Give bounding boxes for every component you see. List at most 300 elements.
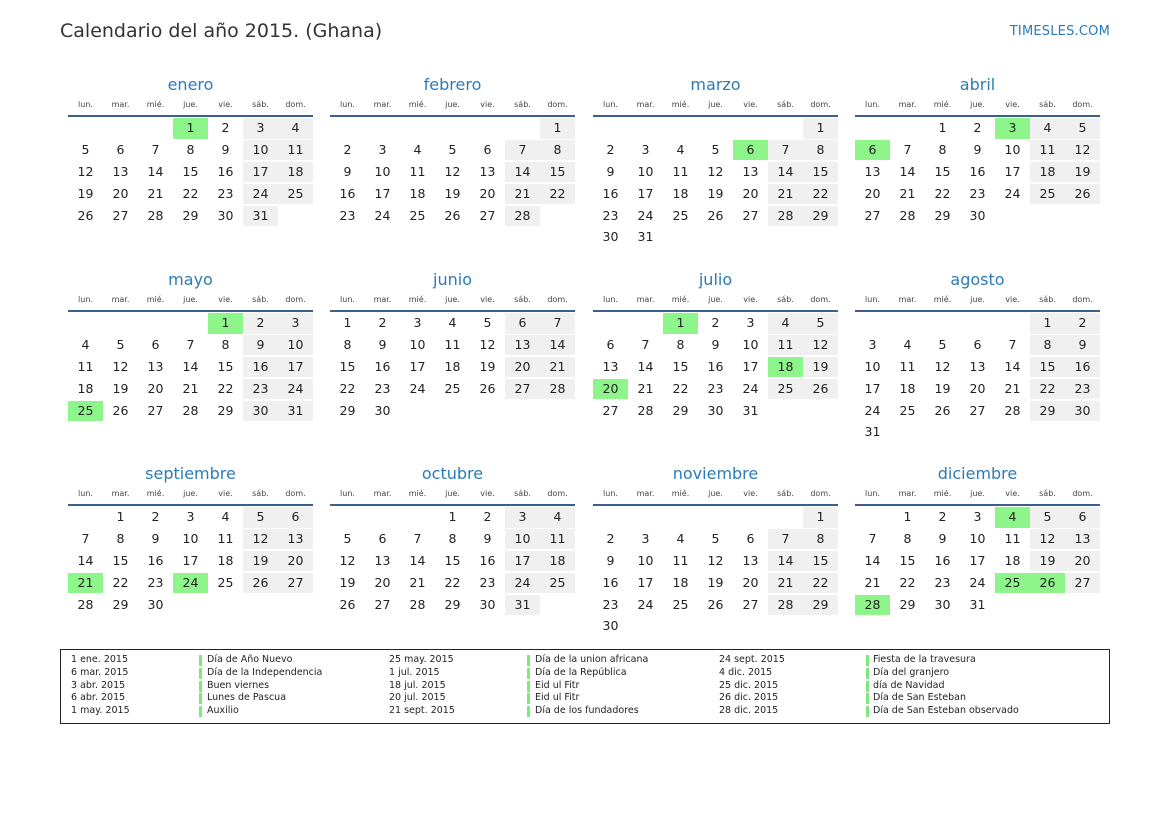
day-cell: 28 xyxy=(637,402,654,418)
day-grid xyxy=(855,313,1100,444)
empty-day-cell xyxy=(470,118,505,139)
holiday-name: Auxilio xyxy=(207,705,239,717)
day-cell: 24 xyxy=(637,207,654,223)
day-cell: 4 xyxy=(903,336,912,352)
day-cell: 7 xyxy=(641,336,650,352)
day-cell: 21 xyxy=(637,380,654,396)
empty-day-cell xyxy=(173,313,208,334)
day-cell: 2 xyxy=(606,141,615,157)
month-name: mayo xyxy=(168,270,213,289)
header-rule xyxy=(855,310,1100,312)
weekday-header xyxy=(330,292,575,308)
day-cell: 17 xyxy=(243,162,278,183)
holiday-marker xyxy=(527,668,530,679)
empty-day-cell xyxy=(628,118,663,139)
day-cell: 19 xyxy=(707,185,724,201)
day-cell: 24 xyxy=(409,380,426,396)
day-cell: 22 xyxy=(112,574,129,590)
empty-day-cell xyxy=(68,118,103,139)
day-cell: 16 xyxy=(479,552,496,568)
day-cell: 4 xyxy=(540,507,575,528)
holiday-name: Lunes de Pascua xyxy=(207,692,287,704)
weekday-label: mar. xyxy=(898,489,917,498)
day-cell: 16 xyxy=(339,185,356,201)
day-cell: 2 xyxy=(221,120,230,135)
day-cell: 17 xyxy=(742,358,759,374)
day-cell: 31 xyxy=(969,596,986,612)
day-cell: 10 xyxy=(742,336,759,352)
day-cell: 25 xyxy=(768,379,803,400)
day-cell: 27 xyxy=(479,207,496,223)
day-cell: 22 xyxy=(1030,379,1065,400)
empty-day-cell xyxy=(995,313,1030,334)
weekday-label: dom. xyxy=(547,489,568,498)
day-cell: 16 xyxy=(374,358,391,374)
holiday-name: Eid ul Fitr xyxy=(535,679,580,691)
day-cell: 9 xyxy=(606,552,615,568)
day-cell: 17 xyxy=(864,380,881,396)
holiday-day-cell: 20 xyxy=(593,379,628,400)
holiday-name: Eid ul Fitr xyxy=(535,692,580,704)
holiday-name: Día de la Independencia xyxy=(207,666,323,678)
weekday-label: sáb. xyxy=(514,100,531,109)
day-cell: 12 xyxy=(1030,529,1065,550)
month-septiembre xyxy=(68,463,313,616)
holiday-name: Día de Año Nuevo xyxy=(207,654,293,665)
day-cell: 27 xyxy=(147,402,164,418)
holiday-name: Día de San Esteban observado xyxy=(873,705,1019,717)
day-cell: 27 xyxy=(1065,573,1100,594)
weekday-label: dom. xyxy=(547,100,568,109)
day-cell: 22 xyxy=(803,573,838,594)
weekday-label: lun. xyxy=(865,295,880,304)
weekday-label: mié. xyxy=(146,295,165,304)
day-cell: 7 xyxy=(505,140,540,161)
day-cell: 19 xyxy=(803,357,838,378)
empty-day-cell xyxy=(365,118,400,139)
day-cell: 25 xyxy=(672,207,689,223)
holiday-date: 1 jul. 2015 xyxy=(389,666,440,678)
day-cell: 28 xyxy=(147,207,164,223)
day-cell: 7 xyxy=(768,529,803,550)
weekday-label: jue. xyxy=(183,295,198,304)
weekday-label: vie. xyxy=(743,295,758,304)
day-grid xyxy=(330,118,575,227)
day-cell: 27 xyxy=(112,207,129,223)
day-cell: 26 xyxy=(1065,184,1100,205)
weekday-label: mié. xyxy=(146,489,165,498)
empty-day-cell xyxy=(733,118,768,139)
month-name: octubre xyxy=(421,464,484,483)
day-cell: 31 xyxy=(243,206,278,227)
weekday-label: vie. xyxy=(480,295,495,304)
day-cell: 1 xyxy=(938,120,947,135)
weekday-label: dom. xyxy=(285,295,306,304)
day-cell: 30 xyxy=(147,596,164,612)
day-cell: 16 xyxy=(969,163,986,179)
day-cell: 2 xyxy=(151,509,160,524)
day-cell: 4 xyxy=(768,313,803,334)
day-cell: 4 xyxy=(676,530,685,546)
day-cell: 17 xyxy=(637,574,654,590)
holiday-day-cell: 28 xyxy=(855,595,890,616)
holiday-marker xyxy=(199,706,202,717)
day-cell: 1 xyxy=(803,118,838,139)
day-cell: 21 xyxy=(768,184,803,205)
day-cell: 17 xyxy=(637,185,654,201)
day-cell: 20 xyxy=(278,551,313,572)
legend-column xyxy=(389,654,769,718)
day-cell: 7 xyxy=(81,530,90,546)
day-cell: 13 xyxy=(278,529,313,550)
day-cell: 31 xyxy=(864,424,881,440)
empty-day-cell xyxy=(855,118,890,139)
weekday-label: vie. xyxy=(1005,295,1020,304)
day-cell: 4 xyxy=(1030,118,1065,139)
day-cell: 10 xyxy=(637,552,654,568)
weekday-label: sáb. xyxy=(1039,295,1056,304)
day-cell: 27 xyxy=(864,207,881,223)
weekday-label: dom. xyxy=(1072,489,1093,498)
day-cell: 27 xyxy=(505,379,540,400)
day-cell: 23 xyxy=(479,574,496,590)
day-cell: 25 xyxy=(278,184,313,205)
day-cell: 3 xyxy=(641,141,650,157)
weekday-label: jue. xyxy=(183,100,198,109)
weekday-header xyxy=(593,486,838,502)
holiday-date: 24 sept. 2015 xyxy=(719,654,785,665)
holiday-day-cell: 1 xyxy=(663,313,698,334)
day-cell: 11 xyxy=(278,140,313,161)
weekday-label: mié. xyxy=(671,100,690,109)
holiday-legend xyxy=(60,649,1110,724)
weekday-label: sáb. xyxy=(777,295,794,304)
weekday-label: mar. xyxy=(636,295,655,304)
weekday-label: mié. xyxy=(408,489,427,498)
holiday-date: 4 dic. 2015 xyxy=(719,666,773,678)
day-cell: 29 xyxy=(803,206,838,227)
day-cell: 10 xyxy=(1004,141,1021,157)
holiday-day-cell: 1 xyxy=(208,313,243,334)
day-cell: 8 xyxy=(803,529,838,550)
day-cell: 3 xyxy=(641,530,650,546)
day-cell: 27 xyxy=(278,573,313,594)
day-cell: 12 xyxy=(444,163,461,179)
day-cell: 23 xyxy=(602,596,619,612)
day-cell: 4 xyxy=(221,509,230,524)
weekday-label: lun. xyxy=(603,489,618,498)
month-name: marzo xyxy=(690,75,741,94)
day-cell: 25 xyxy=(899,402,916,418)
empty-day-cell xyxy=(960,313,995,334)
day-cell: 4 xyxy=(278,118,313,139)
legend-row xyxy=(389,705,769,718)
day-cell: 5 xyxy=(938,336,947,352)
holiday-name: día de Navidad xyxy=(873,679,945,691)
day-cell: 26 xyxy=(803,379,838,400)
day-cell: 5 xyxy=(116,336,125,352)
day-cell: 18 xyxy=(899,380,916,396)
weekday-label: mar. xyxy=(898,295,917,304)
empty-day-cell xyxy=(330,118,365,139)
legend-row xyxy=(389,667,769,680)
day-cell: 29 xyxy=(672,402,689,418)
weekday-label: vie. xyxy=(218,100,233,109)
day-cell: 11 xyxy=(77,358,94,374)
day-cell: 9 xyxy=(221,141,230,157)
month-name: agosto xyxy=(950,270,1005,289)
empty-day-cell xyxy=(628,313,663,334)
day-cell: 6 xyxy=(483,141,492,157)
empty-day-cell xyxy=(628,507,663,528)
day-cell: 19 xyxy=(1065,162,1100,183)
header-rule xyxy=(68,310,313,312)
day-cell: 9 xyxy=(378,336,387,352)
day-cell: 18 xyxy=(672,185,689,201)
day-cell: 14 xyxy=(77,552,94,568)
day-cell: 19 xyxy=(1030,551,1065,572)
weekday-header xyxy=(68,292,313,308)
month-mayo xyxy=(68,269,313,422)
day-cell: 5 xyxy=(483,315,492,330)
day-cell: 29 xyxy=(934,207,951,223)
empty-day-cell xyxy=(733,507,768,528)
day-cell: 11 xyxy=(899,358,916,374)
weekday-label: jue. xyxy=(445,100,460,109)
day-cell: 14 xyxy=(1004,358,1021,374)
day-cell: 7 xyxy=(540,313,575,334)
month-noviembre xyxy=(593,463,838,638)
legend-row xyxy=(389,654,769,667)
empty-day-cell xyxy=(68,507,103,528)
day-cell: 9 xyxy=(243,335,278,356)
day-cell: 2 xyxy=(343,141,352,157)
day-cell: 9 xyxy=(938,530,947,546)
weekday-label: dom. xyxy=(285,100,306,109)
holiday-day-cell: 3 xyxy=(995,118,1030,139)
weekday-label: lun. xyxy=(340,295,355,304)
weekday-label: mar. xyxy=(636,100,655,109)
day-cell: 24 xyxy=(505,573,540,594)
empty-day-cell xyxy=(768,118,803,139)
header-rule xyxy=(330,115,575,117)
day-cell: 7 xyxy=(1008,336,1017,352)
holiday-date: 18 jul. 2015 xyxy=(389,679,446,691)
empty-day-cell xyxy=(698,507,733,528)
weekday-label: vie. xyxy=(1005,100,1020,109)
day-cell: 30 xyxy=(934,596,951,612)
holiday-marker xyxy=(527,706,530,717)
weekday-label: vie. xyxy=(743,100,758,109)
day-cell: 25 xyxy=(444,380,461,396)
day-cell: 17 xyxy=(969,552,986,568)
day-cell: 13 xyxy=(505,335,540,356)
day-cell: 16 xyxy=(243,357,278,378)
month-name: junio xyxy=(433,270,472,289)
empty-day-cell xyxy=(855,313,890,334)
legend-column xyxy=(719,654,1099,718)
day-cell: 27 xyxy=(969,402,986,418)
day-cell: 10 xyxy=(278,335,313,356)
weekday-label: sáb. xyxy=(252,489,269,498)
header-rule xyxy=(68,115,313,117)
day-cell: 5 xyxy=(243,507,278,528)
day-cell: 21 xyxy=(540,357,575,378)
day-cell: 15 xyxy=(112,552,129,568)
day-cell: 10 xyxy=(969,530,986,546)
day-cell: 1 xyxy=(343,315,352,330)
empty-day-cell xyxy=(663,118,698,139)
day-cell: 24 xyxy=(374,207,391,223)
day-cell: 4 xyxy=(448,315,457,330)
header-rule xyxy=(593,504,838,506)
weekday-label: dom. xyxy=(1072,295,1093,304)
day-cell: 9 xyxy=(606,163,615,179)
empty-day-cell xyxy=(103,118,138,139)
day-cell: 19 xyxy=(112,380,129,396)
weekday-label: mié. xyxy=(408,295,427,304)
day-cell: 29 xyxy=(1030,401,1065,422)
day-cell: 17 xyxy=(278,357,313,378)
weekday-label: jue. xyxy=(445,489,460,498)
day-cell: 30 xyxy=(602,229,619,245)
weekday-header xyxy=(330,97,575,113)
day-cell: 28 xyxy=(1004,402,1021,418)
day-cell: 2 xyxy=(378,315,387,330)
day-grid xyxy=(593,507,838,638)
empty-day-cell xyxy=(890,118,925,139)
day-cell: 30 xyxy=(602,618,619,634)
day-cell: 18 xyxy=(1004,552,1021,568)
day-cell: 3 xyxy=(378,141,387,157)
weekday-header xyxy=(593,292,838,308)
brand-link[interactable]: TIMESLES.COM xyxy=(1009,24,1110,39)
day-cell: 7 xyxy=(151,141,160,157)
weekday-label: vie. xyxy=(743,489,758,498)
day-cell: 24 xyxy=(1004,185,1021,201)
day-cell: 8 xyxy=(903,530,912,546)
day-cell: 10 xyxy=(182,530,199,546)
holiday-date: 28 dic. 2015 xyxy=(719,705,779,717)
legend-row xyxy=(719,692,1099,705)
weekday-label: sáb. xyxy=(777,489,794,498)
weekday-header xyxy=(68,97,313,113)
day-cell: 14 xyxy=(637,358,654,374)
day-cell: 6 xyxy=(746,530,755,546)
day-cell: 31 xyxy=(742,402,759,418)
legend-row xyxy=(719,680,1099,693)
weekday-label: jue. xyxy=(445,295,460,304)
day-cell: 18 xyxy=(444,358,461,374)
day-cell: 12 xyxy=(707,552,724,568)
day-cell: 28 xyxy=(540,379,575,400)
holiday-date: 1 may. 2015 xyxy=(71,705,130,717)
day-cell: 11 xyxy=(1030,140,1065,161)
day-cell: 21 xyxy=(182,380,199,396)
day-cell: 3 xyxy=(413,315,422,330)
day-cell: 14 xyxy=(899,163,916,179)
day-cell: 4 xyxy=(413,141,422,157)
day-cell: 11 xyxy=(1004,530,1021,546)
day-cell: 8 xyxy=(448,530,457,546)
day-cell: 12 xyxy=(1065,140,1100,161)
legend-row xyxy=(719,705,1099,718)
day-cell: 30 xyxy=(217,207,234,223)
day-cell: 17 xyxy=(409,358,426,374)
weekday-label: vie. xyxy=(480,100,495,109)
day-cell: 21 xyxy=(1004,380,1021,396)
day-cell: 1 xyxy=(116,509,125,524)
weekday-label: lun. xyxy=(78,295,93,304)
month-julio xyxy=(593,269,838,422)
legend-row xyxy=(719,654,1099,667)
day-cell: 15 xyxy=(803,551,838,572)
day-cell: 12 xyxy=(243,529,278,550)
day-grid xyxy=(593,118,838,249)
day-cell: 8 xyxy=(540,140,575,161)
day-cell: 10 xyxy=(374,163,391,179)
day-cell: 28 xyxy=(182,402,199,418)
day-cell: 2 xyxy=(243,313,278,334)
month-enero xyxy=(68,74,313,227)
day-cell: 18 xyxy=(77,380,94,396)
header-rule xyxy=(593,310,838,312)
header-rule xyxy=(593,115,838,117)
day-cell: 5 xyxy=(1065,118,1100,139)
holiday-day-cell: 1 xyxy=(173,118,208,139)
holiday-day-cell: 21 xyxy=(68,573,103,594)
day-cell: 27 xyxy=(602,402,619,418)
holiday-date: 25 may. 2015 xyxy=(389,654,454,665)
day-cell: 14 xyxy=(540,335,575,356)
holiday-date: 20 jul. 2015 xyxy=(389,692,446,704)
weekday-label: vie. xyxy=(1005,489,1020,498)
day-cell: 2 xyxy=(606,530,615,546)
holiday-name: Día de los fundadores xyxy=(535,705,639,717)
day-cell: 18 xyxy=(1030,162,1065,183)
month-octubre xyxy=(330,463,575,616)
day-cell: 13 xyxy=(742,552,759,568)
day-cell: 16 xyxy=(217,163,234,179)
day-cell: 17 xyxy=(182,552,199,568)
day-cell: 28 xyxy=(77,596,94,612)
weekday-header xyxy=(330,486,575,502)
day-cell: 22 xyxy=(899,574,916,590)
day-cell: 29 xyxy=(217,402,234,418)
weekday-label: lun. xyxy=(78,489,93,498)
month-name: diciembre xyxy=(937,464,1018,483)
day-cell: 5 xyxy=(343,530,352,546)
day-cell: 4 xyxy=(81,336,90,352)
day-cell: 24 xyxy=(742,380,759,396)
day-cell: 30 xyxy=(969,207,986,223)
day-cell: 10 xyxy=(243,140,278,161)
day-cell: 15 xyxy=(444,552,461,568)
day-cell: 20 xyxy=(742,185,759,201)
weekday-label: mié. xyxy=(671,295,690,304)
day-cell: 12 xyxy=(803,335,838,356)
day-cell: 13 xyxy=(969,358,986,374)
holiday-marker xyxy=(527,681,530,692)
day-cell: 8 xyxy=(221,336,230,352)
holiday-name: Día de la union africana xyxy=(535,654,649,665)
holiday-marker xyxy=(199,655,202,666)
day-cell: 11 xyxy=(672,163,689,179)
day-cell: 13 xyxy=(1065,529,1100,550)
day-cell: 11 xyxy=(672,552,689,568)
legend-row xyxy=(389,680,769,693)
day-cell: 28 xyxy=(409,596,426,612)
